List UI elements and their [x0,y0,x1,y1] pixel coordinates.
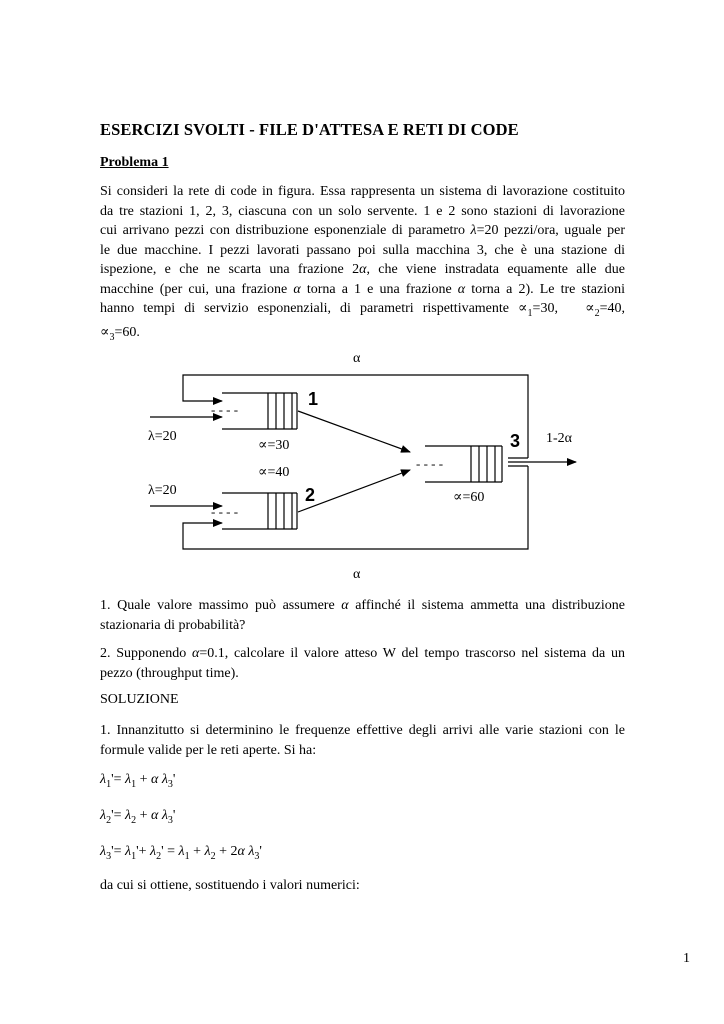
alpha-label-top: α [353,351,361,366]
station-2-label: 2 [305,485,316,505]
queue-1-dashes: - - - - [211,402,239,417]
mu-label-1: ∝=30 [258,438,290,453]
lambda-label-2: λ=20 [148,483,177,498]
equation-2: $\lambda_2'= \lambda_2 + \alpha$ $\lambda_3'$ [100,808,176,826]
question-1 [100,596,625,635]
page-number: 1 [683,951,690,966]
intro-line-8: $\propto_3=60$. [100,325,140,344]
station-3-label: 3 [510,431,521,451]
q1-line-2: stazionaria di probabilità? [100,617,246,633]
queue-network-diagram [0,340,724,590]
solution-intro [100,721,625,760]
q1-line-1: 1. Quale valore massimo può assumere α affinché il sistema ammetta una distribuzione [100,598,625,613]
queue-2-dashes: - - - - [211,504,239,519]
sol-line-2: formule valide per le reti aperte. Si ha: [100,742,317,758]
intro-line-2: da tre stazioni 1, 2, 3, ciascuna con un solo servente. 1 e 2 sono stazioni di lavorazione [100,203,625,219]
mu-label-2: ∝=40 [258,465,290,480]
exit-label: 1-2α [546,431,572,446]
mu-label-3: ∝=60 [453,490,485,505]
intro-line-7: hanno tempi di servizio esponenziali, di parametri rispettivamente $\propto_1=30$, $\propto_2=40$, [100,301,625,319]
intro-line-4: le due macchine. I pezzi lavorati passano poi sulla macchina 3, che è una stazione di [100,242,625,258]
problem-heading: Problema 1 [100,155,169,170]
queue-3-dashes: - - - - [416,456,444,471]
equation-1: $\lambda_1'= \lambda_1 + \alpha$ $\lambda_3'$ [100,772,176,790]
intro-line-3: cui arrivano pezzi con distribuzione esponenziale di parametro λ=20 pezzi/ora, uguale per [100,223,625,238]
station-1-label: 1 [308,389,319,409]
intro-line-1: Si consideri la rete di code in figura. Essa rappresenta un sistema di lavorazione costituito [100,184,625,199]
sol-line-1: 1. Innanzitutto si determinino le frequenze effettive degli arrivi alle varie stazioni con le [100,723,625,738]
intro-line-6: macchine (per cui, una frazione α torna a 1 e una frazione α torna a 2). Le tre stazioni [100,281,626,297]
problem-statement [100,182,625,348]
lambda-label-1: λ=20 [148,429,177,444]
solution-heading: SOLUZIONE [100,692,179,707]
document-title: ESERCIZI SVOLTI - FILE D'ATTESA E RETI DI CODE [100,120,519,139]
q2-line-1: 2. Supponendo α=0.1, calcolare il valore atteso W del tempo trascorso nel sistema da un [100,646,625,661]
intro-line-5: ispezione, e che ne scarta una frazione 2α, che viene instradata equamente alle due [100,262,625,277]
q2-line-2: pezzo (throughput time). [100,665,239,681]
equation-3: $\lambda_3'= \lambda_1'+ \lambda_2' = \lambda_1 + \lambda_2 + 2\alpha$ $\lambda_3'$ [100,844,262,862]
question-2 [100,644,625,683]
alpha-label-bottom: α [353,567,361,582]
closing-text: da cui si ottiene, sostituendo i valori numerici: [100,878,360,893]
flow-1-to-3 [298,411,410,452]
